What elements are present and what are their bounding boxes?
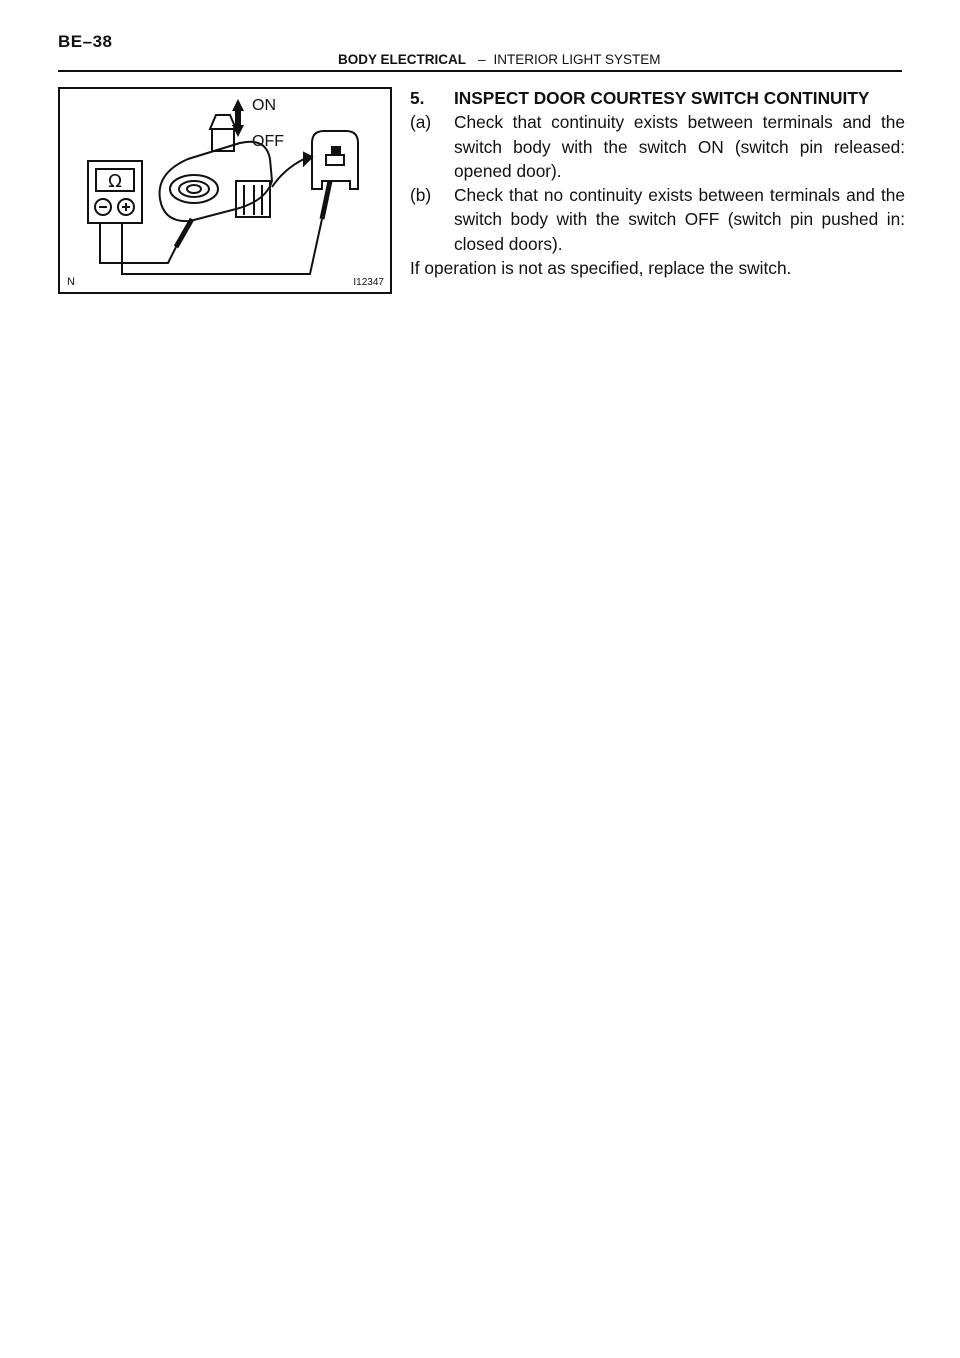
substep-b	[410, 183, 905, 256]
meter-symbol: Ω	[108, 171, 122, 192]
replacement-note: If operation is not as specified, replace the switch.	[410, 258, 792, 279]
step-number: 5.	[410, 88, 425, 108]
step-heading	[410, 86, 905, 110]
header-separator: –	[478, 52, 486, 67]
label-on: ON	[252, 97, 276, 114]
page-number: BE–38	[58, 32, 113, 51]
switch-continuity-figure	[58, 87, 392, 294]
header-subsection: INTERIOR LIGHT SYSTEM	[493, 52, 661, 67]
figure-corner-mark: N	[67, 276, 75, 288]
substep-text: Check that continuity exists between terminals and the switch body with the switch ON (switch pin released: opened door).	[454, 112, 905, 181]
header-rule	[58, 70, 902, 72]
figure-id: I12347	[353, 277, 384, 288]
label-off: OFF	[252, 133, 284, 150]
page-header	[338, 52, 661, 67]
substep-letter: (b)	[410, 185, 432, 206]
procedure-content	[410, 86, 905, 280]
step-title: INSPECT DOOR COURTESY SWITCH CONTINUITY	[454, 88, 870, 108]
header-section: BODY ELECTRICAL	[338, 52, 467, 67]
door-courtesy-switch-icon	[160, 115, 272, 221]
substep-a	[410, 110, 905, 183]
connector-icon	[312, 131, 358, 189]
substep-letter: (a)	[410, 112, 432, 133]
substep-text: Check that no continuity exists between terminals and the switch body with the switch OFF (switch pin pushed in: closed doors).	[454, 185, 905, 254]
curved-arrow-icon	[272, 153, 312, 187]
figure-illustration	[60, 89, 390, 292]
